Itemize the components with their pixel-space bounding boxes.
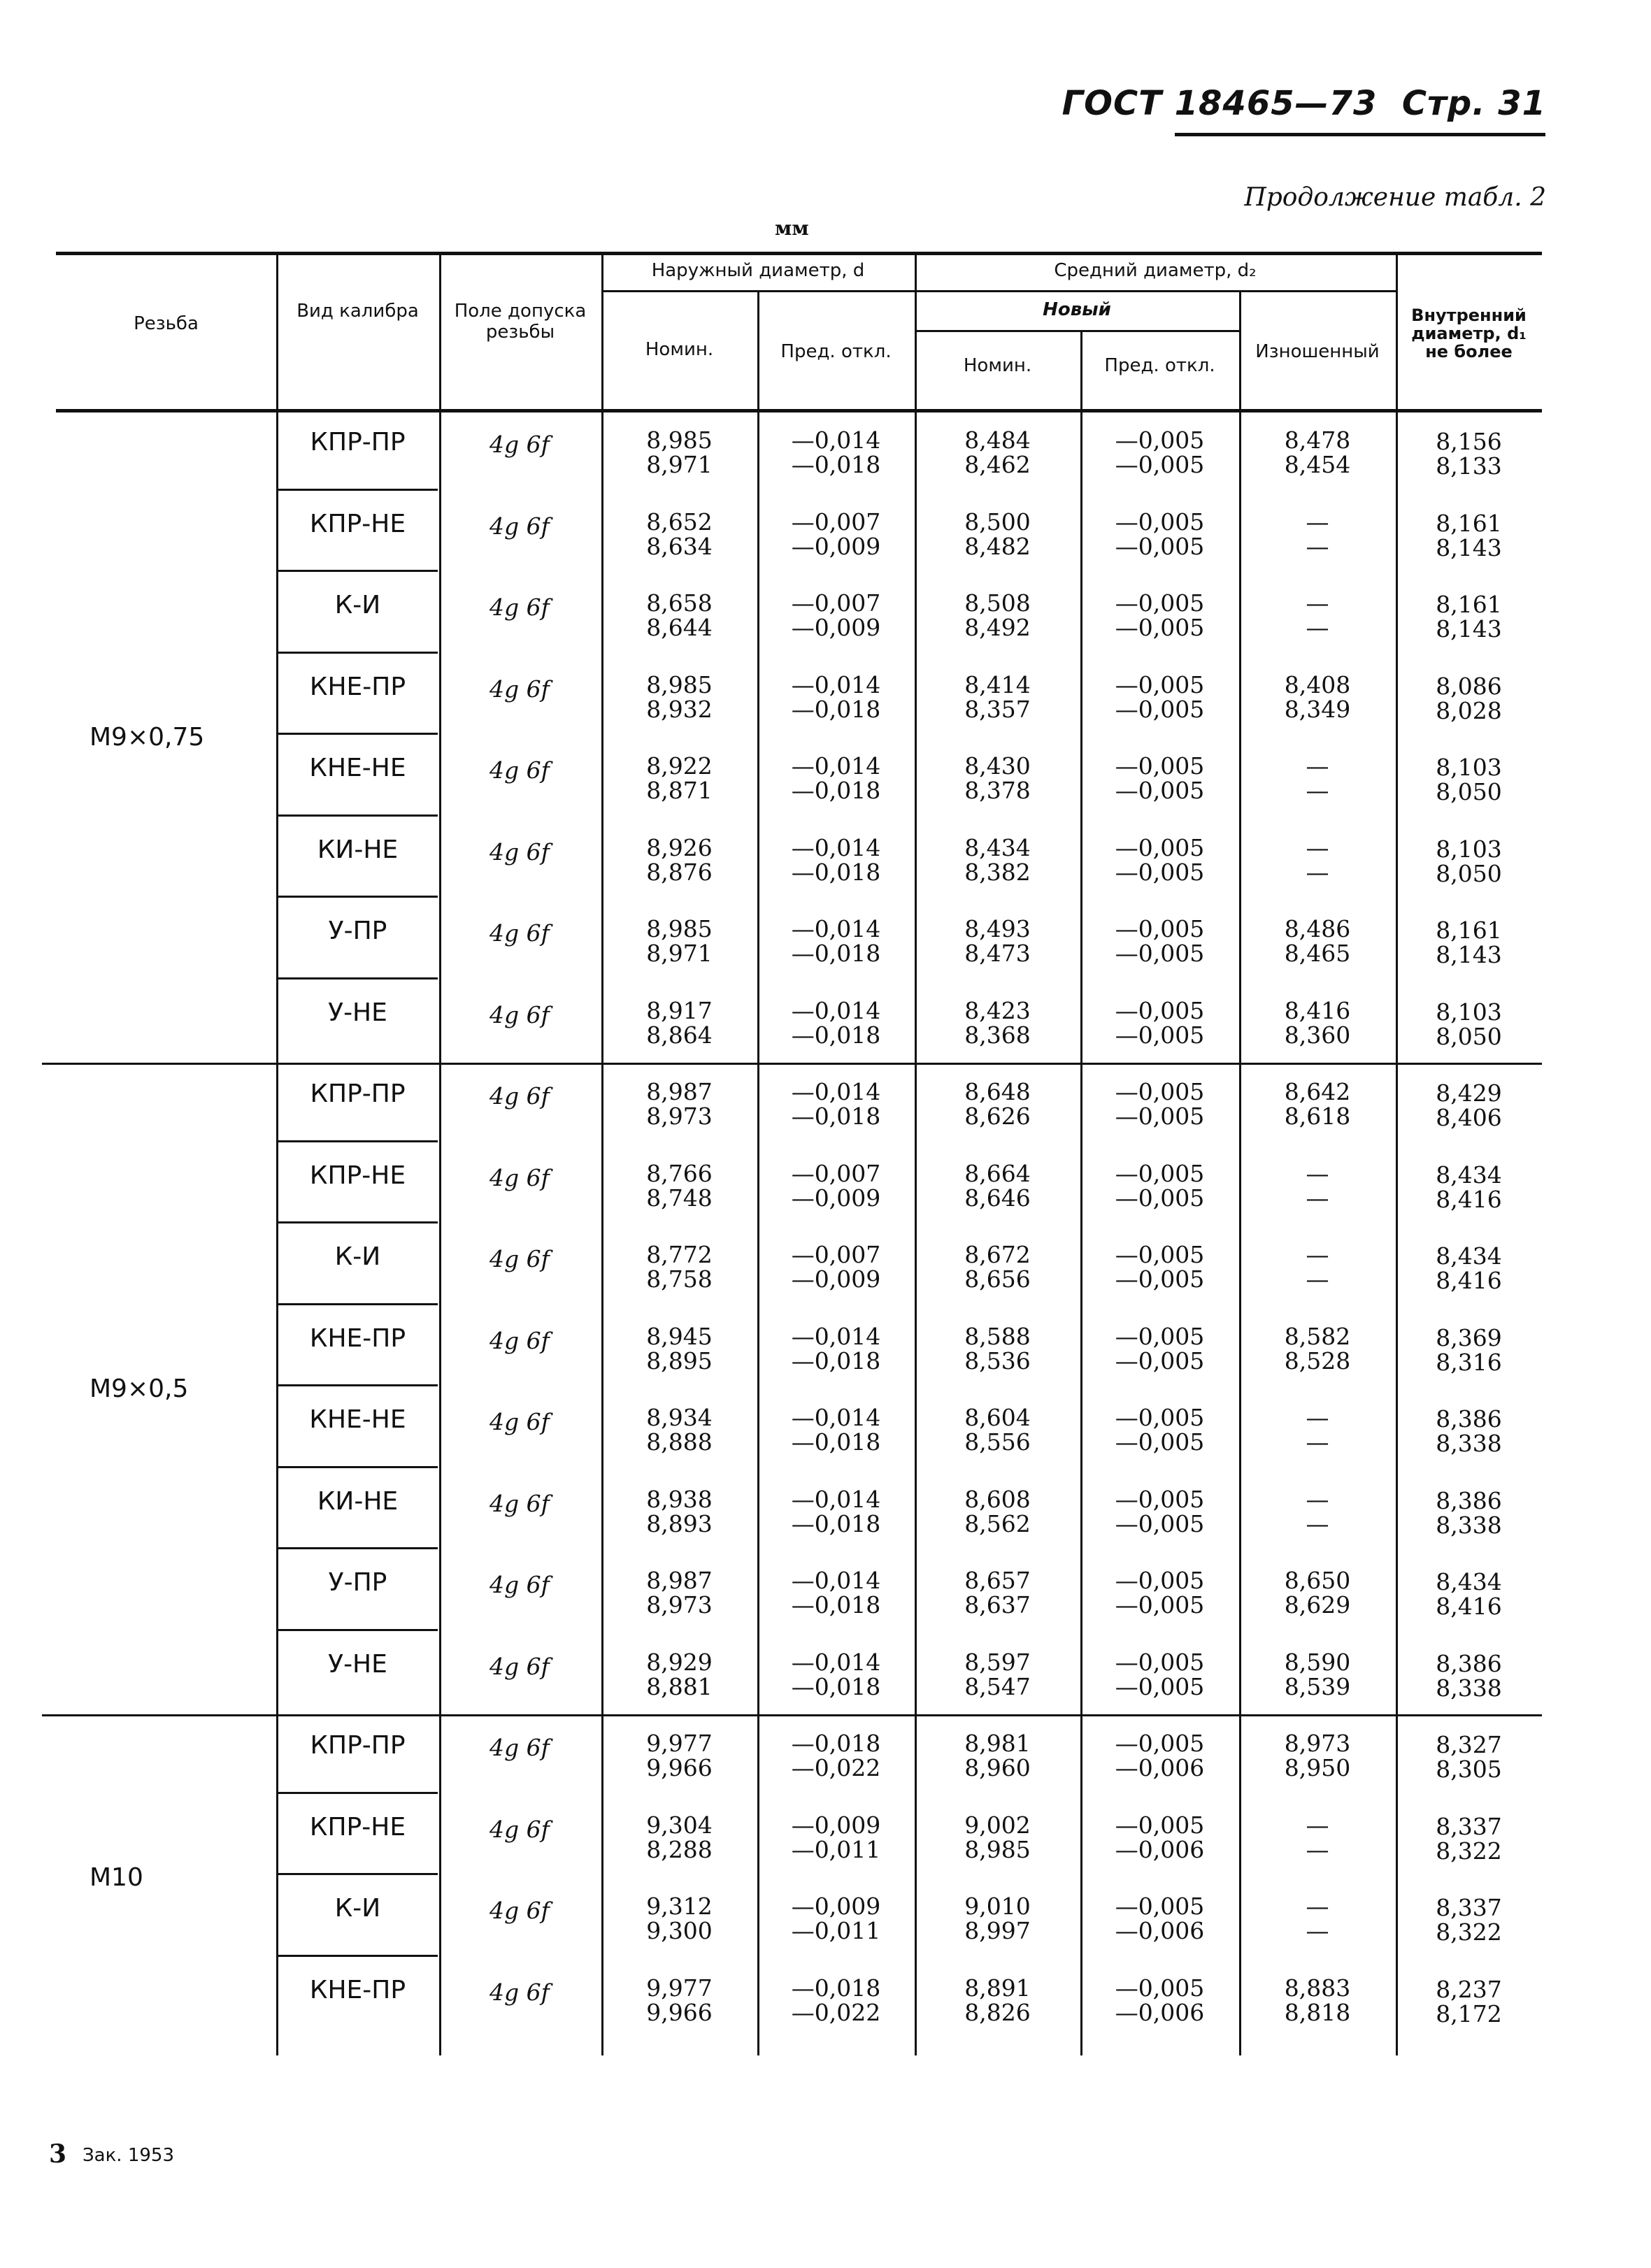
tolerance-field: 4g 6f [489,1326,550,1354]
outer-nominal: 8,658 8,644 [646,589,713,641]
mid-deviation: —0,005 —0,005 [1115,589,1205,641]
gauge-type: КПР-ПР [310,1731,406,1760]
tolerance-field: 4g 6f [489,1652,550,1680]
inner-diameter: 8,086 8,028 [1436,672,1502,724]
outer-nominal: 8,652 8,634 [646,508,713,560]
inner-diameter: 8,161 8,143 [1436,917,1502,968]
mid-worn: — — [1306,1159,1329,1212]
header-thread: Резьба [134,313,199,334]
header-bottom-rule [56,409,1542,412]
mid-worn: 8,642 8,618 [1284,1078,1351,1130]
gauge-type: К-И [334,1894,381,1923]
mid-deviation: —0,005 —0,005 [1115,1159,1205,1212]
header-outer-deviation: Пред. откл. [780,341,892,362]
outer-deviation: —0,014 —0,018 [791,752,881,804]
mid-worn: — — [1306,752,1329,804]
outer-nominal: 8,985 8,932 [646,670,713,723]
mid-group-rule [915,290,1396,292]
inner-diameter: 8,337 8,322 [1436,1894,1502,1946]
mid-nominal: 8,597 8,547 [964,1648,1031,1700]
tolerance-field: 4g 6f [489,1489,550,1517]
mid-worn: — — [1306,1485,1329,1537]
outer-nominal: 8,934 8,888 [646,1404,713,1456]
header-outer-nominal: Номин. [645,339,714,360]
header-inner-diameter: Внутренний диаметр, d₁ не более [1411,306,1527,361]
header-gauge: Вид калибра [296,301,419,322]
outer-nominal: 8,917 8,864 [646,996,713,1049]
inner-diameter: 8,156 8,133 [1436,428,1502,480]
mid-worn: 8,486 8,465 [1284,915,1351,967]
mid-worn: 8,416 8,360 [1284,996,1351,1049]
gauge-type: КПР-НЕ [309,509,406,538]
tolerance-field: 4g 6f [489,919,550,947]
outer-deviation: —0,014 —0,018 [791,915,881,967]
outer-nominal: 9,977 9,966 [646,1974,713,2026]
mid-worn: — — [1306,508,1329,560]
gauge-type: КНЕ-ПР [309,672,406,701]
outer-deviation: —0,014 —0,018 [791,833,881,886]
section-separator [42,1714,1542,1716]
header-column-rule [1080,330,1082,409]
gauge-row-rule [278,1140,438,1142]
inner-diameter: 8,161 8,143 [1436,509,1502,561]
mid-deviation: —0,005 —0,006 [1115,1730,1205,1781]
gauge-row-rule [278,1221,438,1223]
tolerance-field: 4g 6f [489,1082,550,1110]
outer-nominal: 8,985 8,971 [646,426,713,478]
mid-nominal: 8,657 8,637 [964,1567,1031,1619]
mid-nominal: 8,588 8,536 [964,1322,1031,1375]
mid-deviation: —0,005 —0,005 [1115,1322,1205,1375]
gauge-row-rule [278,1547,438,1549]
gauge-type: КПР-ПР [310,428,406,457]
outer-deviation: —0,007 —0,009 [791,508,881,560]
outer-deviation: —0,014 —0,018 [791,1567,881,1619]
mid-deviation: —0,005 —0,005 [1115,1078,1205,1130]
body-column-rule [1396,412,1398,2055]
gauge-row-rule [278,1955,438,1957]
inner-diameter: 8,103 8,050 [1436,998,1502,1050]
gauge-type: КНЕ-ПР [309,1323,406,1353]
header-mid-nominal: Номин. [963,355,1032,376]
mid-worn: — — [1306,1893,1329,1944]
header-column-rule [601,252,603,409]
table-top-rule [56,252,1542,255]
mid-nominal: 8,981 8,960 [964,1730,1031,1781]
mid-nominal: 8,430 8,378 [964,752,1031,804]
mid-nominal: 8,414 8,357 [964,670,1031,723]
gauge-type: КИ-НЕ [317,835,399,864]
mid-worn: 8,478 8,454 [1284,426,1351,478]
gauge-row-rule [278,1384,438,1386]
gauge-row-rule [278,570,438,572]
mid-nominal: 8,648 8,626 [964,1078,1031,1130]
inner-diameter: 8,103 8,050 [1436,835,1502,887]
mid-nominal: 8,664 8,646 [964,1159,1031,1212]
thread-designation: М9×0,5 [90,1375,189,1403]
mid-worn: — — [1306,1241,1329,1293]
header-mid-deviation: Пред. откл. [1104,355,1215,376]
gauge-type: У-НЕ [328,998,387,1027]
header-column-rule [1396,252,1398,409]
mid-nominal: 8,493 8,473 [964,915,1031,967]
header-column-rule [1239,290,1241,409]
mid-deviation: —0,005 —0,006 [1115,1811,1205,1863]
gauge-type: У-НЕ [328,1649,387,1679]
mid-nominal: 8,608 8,562 [964,1485,1031,1537]
tolerance-field: 4g 6f [489,1163,550,1191]
mid-worn: — — [1306,833,1329,886]
outer-nominal: 8,987 8,973 [646,1078,713,1130]
outer-deviation: —0,007 —0,009 [791,1241,881,1293]
gauge-row-rule [278,1629,438,1631]
gauge-type: К-И [334,1242,381,1271]
inner-diameter: 8,369 8,316 [1436,1323,1502,1376]
header-mid-diameter: Средний диаметр, d₂ [1054,260,1257,281]
mid-nominal: 8,508 8,492 [964,589,1031,641]
outer-nominal: 8,985 8,971 [646,915,713,967]
mid-nominal: 8,484 8,462 [964,426,1031,478]
thread-designation: М10 [90,1863,143,1892]
body-column-rule [439,412,441,2055]
gauge-type: КПР-НЕ [309,1812,406,1842]
mid-worn: 8,582 8,528 [1284,1322,1351,1375]
mid-worn: — — [1306,589,1329,641]
outer-deviation: —0,014 —0,018 [791,1648,881,1700]
outer-nominal: 8,772 8,758 [646,1241,713,1293]
outer-deviation: —0,014 —0,018 [791,1485,881,1537]
tolerance-field: 4g 6f [489,1897,550,1924]
gauge-type: КПР-ПР [310,1079,406,1108]
mid-deviation: —0,005 —0,005 [1115,915,1205,967]
inner-diameter: 8,237 8,172 [1436,1975,1502,2027]
mid-new-rule [915,330,1239,332]
inner-diameter: 8,434 8,416 [1436,1161,1502,1213]
tolerance-field: 4g 6f [489,1734,550,1761]
gauge-row-rule [278,1792,438,1794]
mid-deviation: —0,005 —0,006 [1115,1893,1205,1944]
gauge-type: К-И [334,591,381,619]
inner-diameter: 8,103 8,050 [1436,754,1502,805]
gauge-type: КПР-НЕ [309,1161,406,1190]
tolerance-field: 4g 6f [489,1815,550,1843]
body-column-rule [1239,412,1241,2055]
body-column-rule [601,412,603,2055]
mid-nominal: 9,010 8,997 [964,1893,1031,1944]
gauge-row-rule [278,814,438,817]
inner-diameter: 8,429 8,406 [1436,1079,1502,1131]
header-column-rule [915,252,917,409]
outer-nominal: 8,929 8,881 [646,1648,713,1700]
outer-nominal: 8,945 8,895 [646,1322,713,1375]
outer-deviation: —0,014 —0,018 [791,670,881,723]
gauge-type: КНЕ-НЕ [309,754,406,782]
inner-diameter: 8,327 8,305 [1436,1731,1502,1783]
mid-deviation: —0,005 —0,005 [1115,508,1205,560]
outer-nominal: 8,766 8,748 [646,1159,713,1212]
mid-deviation: —0,005 —0,006 [1115,1974,1205,2026]
gauge-type: У-ПР [328,917,387,945]
header-column-rule [439,252,441,409]
body-column-rule [757,412,759,2055]
outer-deviation: —0,009 —0,011 [791,1811,881,1863]
mid-nominal: 8,891 8,826 [964,1974,1031,2026]
body-column-rule [276,412,278,2055]
tolerance-field: 4g 6f [489,675,550,703]
mid-nominal: 8,672 8,656 [964,1241,1031,1293]
outer-deviation: —0,018 —0,022 [791,1730,881,1781]
inner-diameter: 8,337 8,322 [1436,1812,1502,1865]
section-separator [42,1063,1542,1065]
outer-deviation: —0,009 —0,011 [791,1893,881,1944]
mid-worn: 8,973 8,950 [1284,1730,1351,1781]
mid-nominal: 8,434 8,382 [964,833,1031,886]
header-outer-diameter: Наружный диаметр, d [651,260,865,281]
tolerance-field: 4g 6f [489,1408,550,1435]
body-column-rule [915,412,917,2055]
mid-deviation: —0,005 —0,005 [1115,1404,1205,1456]
tolerance-field: 4g 6f [489,756,550,784]
mid-nominal: 8,604 8,556 [964,1404,1031,1456]
standard-number: ГОСТ 18465—73 [1062,84,1378,123]
mid-deviation: —0,005 —0,005 [1115,426,1205,478]
gauge-row-rule [278,652,438,654]
gauge-type: У-ПР [328,1568,387,1597]
tolerance-field: 4g 6f [489,512,550,540]
tolerance-field: 4g 6f [489,838,550,866]
page-header [1062,84,1546,123]
gauge-type: КНЕ-ПР [309,1975,406,2004]
mid-worn: 8,883 8,818 [1284,1974,1351,2026]
outer-deviation: —0,007 —0,009 [791,589,881,641]
gauge-row-rule [278,1873,438,1875]
mid-nominal: 8,500 8,482 [964,508,1031,560]
inner-diameter: 8,434 8,416 [1436,1242,1502,1294]
footer-order-number: Зак. 1953 [83,2145,175,2166]
mid-deviation: —0,005 —0,005 [1115,1241,1205,1293]
thread-designation: М9×0,75 [90,723,205,752]
mid-deviation: —0,005 —0,005 [1115,752,1205,804]
tolerance-field: 4g 6f [489,594,550,621]
outer-deviation: —0,014 —0,018 [791,426,881,478]
mid-nominal: 9,002 8,985 [964,1811,1031,1863]
inner-diameter: 8,386 8,338 [1436,1486,1502,1539]
continuation-note: Продолжение табл. 2 [1244,183,1546,212]
gauge-type: КИ-НЕ [317,1486,399,1516]
mid-nominal: 8,423 8,368 [964,996,1031,1049]
mid-deviation: —0,005 —0,005 [1115,996,1205,1049]
header-column-rule [276,252,278,409]
mid-worn: 8,650 8,629 [1284,1567,1351,1619]
header-mid-worn: Изношенный [1255,341,1380,362]
tolerance-field: 4g 6f [489,431,550,458]
header-column-rule [757,290,759,409]
outer-nominal: 8,926 8,876 [646,833,713,886]
header-rule [1175,133,1545,136]
outer-deviation: —0,014 —0,018 [791,1404,881,1456]
outer-deviation: —0,014 —0,018 [791,1322,881,1375]
gauge-row-rule [278,489,438,491]
tolerance-field: 4g 6f [489,1000,550,1028]
mid-deviation: —0,005 —0,005 [1115,833,1205,886]
outer-deviation: —0,007 —0,009 [791,1159,881,1212]
inner-diameter: 8,386 8,338 [1436,1649,1502,1702]
outer-deviation: —0,014 —0,018 [791,1078,881,1130]
mid-deviation: —0,005 —0,005 [1115,1567,1205,1619]
units-label: мм [775,217,809,240]
mid-worn: — — [1306,1404,1329,1456]
mid-worn: 8,408 8,349 [1284,670,1351,723]
outer-nominal: 8,938 8,893 [646,1485,713,1537]
body-column-rule [1080,412,1082,2055]
mid-worn: — — [1306,1811,1329,1863]
gauge-type: КНЕ-НЕ [309,1405,406,1434]
gauge-row-rule [278,896,438,898]
inner-diameter: 8,161 8,143 [1436,591,1502,643]
header-mid-new: Новый [1043,299,1111,320]
outer-nominal: 9,977 9,966 [646,1730,713,1781]
header-tolerance: Поле допуска резьбы [454,301,587,343]
gauge-row-rule [278,1303,438,1305]
page-label: Стр. 31 [1401,84,1546,123]
mid-worn: 8,590 8,539 [1284,1648,1351,1700]
gauge-row-rule [278,733,438,735]
outer-nominal: 9,312 9,300 [646,1893,713,1944]
outer-deviation: —0,014 —0,018 [791,996,881,1049]
outer-nominal: 8,987 8,973 [646,1567,713,1619]
inner-diameter: 8,434 8,416 [1436,1568,1502,1620]
gauge-row-rule [278,977,438,979]
mid-deviation: —0,005 —0,005 [1115,670,1205,723]
outer-deviation: —0,018 —0,022 [791,1974,881,2026]
outer-nominal: 9,304 8,288 [646,1811,713,1863]
mid-deviation: —0,005 —0,005 [1115,1648,1205,1700]
tolerance-field: 4g 6f [489,1978,550,2006]
tolerance-field: 4g 6f [489,1571,550,1598]
tolerance-field: 4g 6f [489,1245,550,1272]
gauge-row-rule [278,1466,438,1468]
outer-nominal: 8,922 8,871 [646,752,713,804]
footer-page-number: 3 [49,2139,67,2169]
inner-diameter: 8,386 8,338 [1436,1405,1502,1457]
mid-deviation: —0,005 —0,005 [1115,1485,1205,1537]
